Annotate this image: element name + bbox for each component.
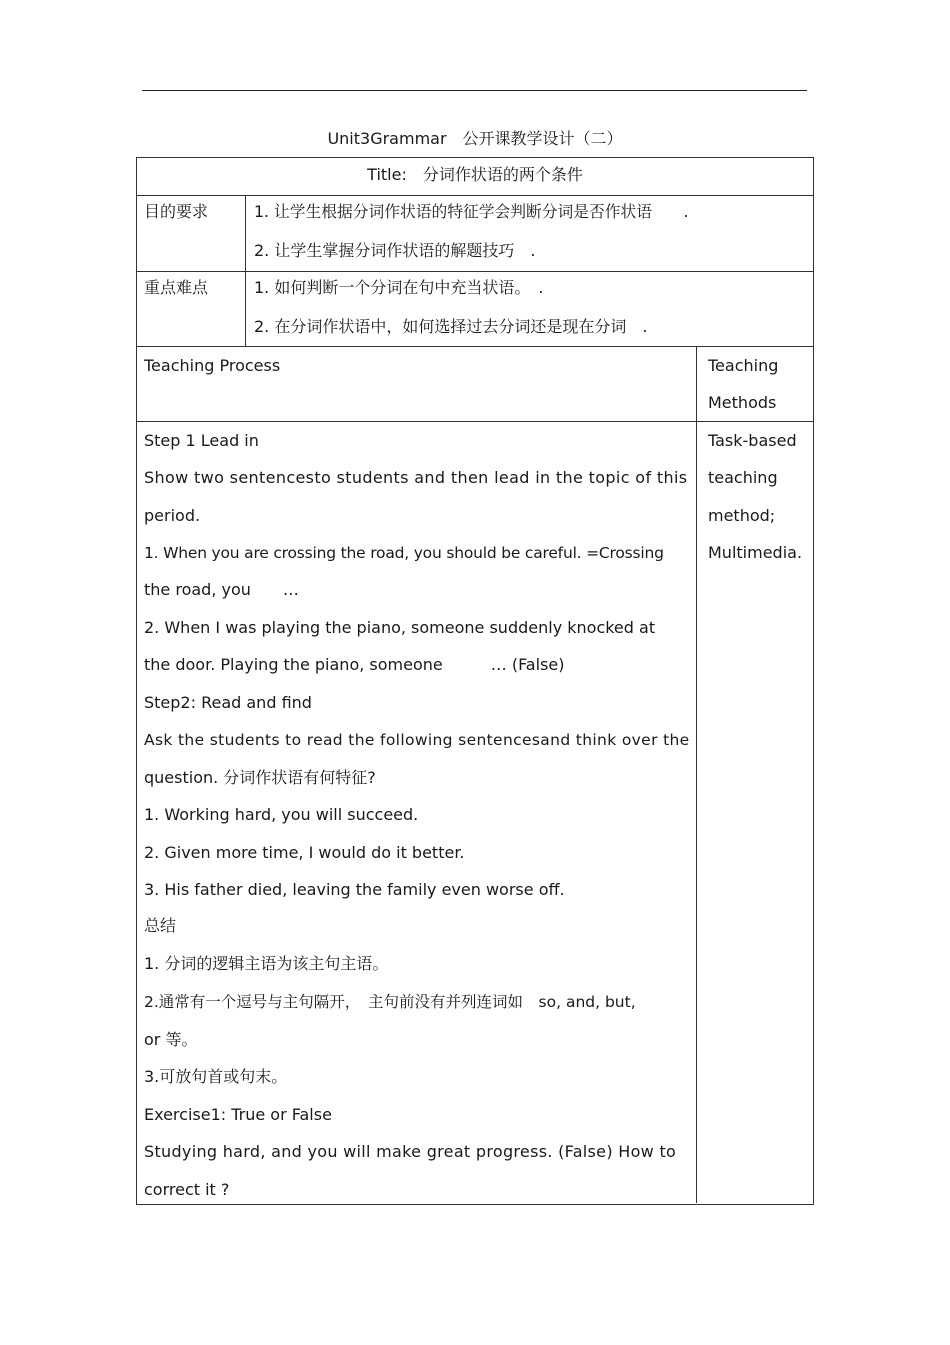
row-divider <box>136 421 813 422</box>
method-line: Task-based <box>708 431 797 450</box>
process-line: 1. Working hard, you will succeed. <box>144 805 419 824</box>
process-line: Ask the students to read the following sentencesand think over the <box>144 731 690 749</box>
process-line: period. <box>144 506 201 525</box>
method-line: Multimedia. <box>708 543 803 562</box>
row-divider <box>136 346 813 347</box>
process-line: or 等。 <box>144 1030 198 1049</box>
key-point-item: 2. 在分词作状语中，如何选择过去分词还是现在分词 . <box>254 317 648 336</box>
process-header: Teaching Process <box>144 356 281 375</box>
process-line: Step2: Read and find <box>144 693 312 712</box>
method-line: teaching <box>708 468 778 487</box>
process-line: correct it ? <box>144 1180 230 1199</box>
column-divider <box>245 195 246 346</box>
process-line: 2. When I was playing the piano, someone suddenly knocked at <box>144 618 656 637</box>
process-line: Studying hard, and you will make great progress. (False) How to <box>144 1142 677 1161</box>
methods-header-line: Teaching <box>708 356 779 375</box>
process-line: Exercise1: True or False <box>144 1105 332 1124</box>
key-points-label: 重点难点 <box>144 278 209 297</box>
process-line <box>144 468 690 488</box>
process-line-text: Show two sentencesto students and then lead in the topic of this <box>144 468 688 487</box>
process-line: 2.通常有一个逗号与主句隔开， 主句前没有并列连词如 so, and, but, <box>144 993 636 1011</box>
top-rule <box>142 90 807 91</box>
lesson-plan-table <box>136 157 814 1205</box>
methods-header-line: Methods <box>708 393 777 412</box>
column-divider <box>696 346 697 1203</box>
objective-item: 1. 让学生根据分词作状语的特征学会判断分词是否作状语 . <box>254 202 689 221</box>
key-point-item: 1. 如何判断一个分词在句中充当状语。 . <box>254 278 544 297</box>
process-line: 3. His father died, leaving the family even worse off. <box>144 880 565 899</box>
method-line: method; <box>708 506 776 525</box>
process-line: question. 分词作状语有何特征? <box>144 768 376 787</box>
process-line: 总结 <box>144 916 177 935</box>
process-line: 1. When you are crossing the road, you should be careful. =Crossing <box>144 544 664 562</box>
objectives-label: 目的要求 <box>144 202 209 221</box>
process-line: 2. Given more time, I would do it better. <box>144 843 465 862</box>
row-divider <box>136 195 813 196</box>
table-title: Title: 分词作状语的两个条件 <box>367 165 583 184</box>
process-line: the road, you … <box>144 580 299 599</box>
row-divider <box>136 271 813 272</box>
process-line: 3.可放句首或句末。 <box>144 1067 288 1086</box>
process-line: 1. 分词的逻辑主语为该主句主语。 <box>144 954 389 973</box>
process-line: Step 1 Lead in <box>144 431 259 450</box>
process-line: the door. Playing the piano, someone … (False) <box>144 655 565 674</box>
document-heading: Unit3Grammar 公开课教学设计（二） <box>327 129 623 148</box>
objective-item: 2. 让学生掌握分词作状语的解题技巧 . <box>254 241 536 260</box>
